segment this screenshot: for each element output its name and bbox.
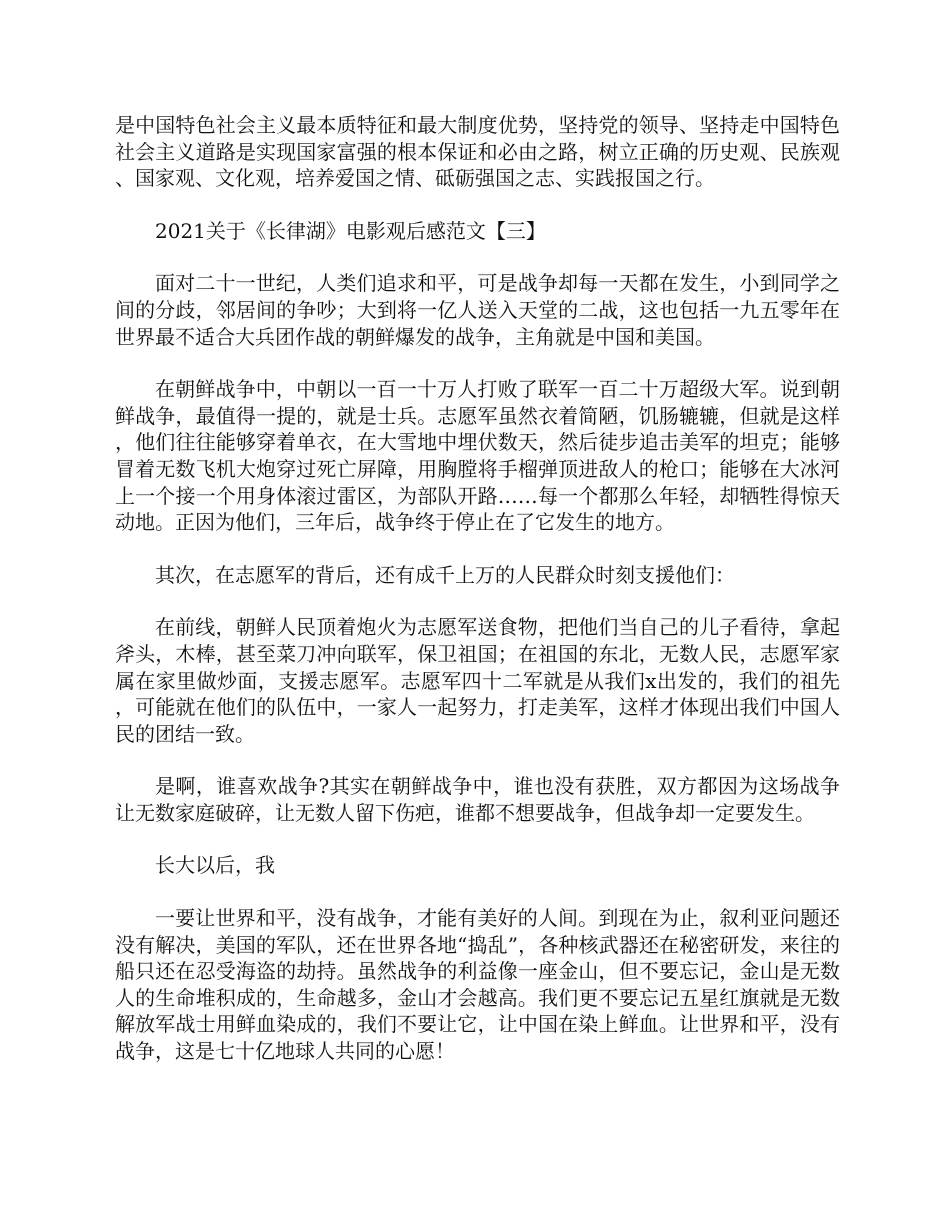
paragraph-8: 一要让世界和平，没有战争，才能有美好的人间。到现在为止，叙利亚问题还没有解决，美国的军队，还在世界各地“捣乱”，各种核武器还在秘密研发，来往的船只还在忍受海盗的劫持。虽然战争的利益像一座金山，但不要忘记，金山是无数人的生命堆积成的，生命越多，金山才会越高。我们更不要忘记五星红旗就是无数解放军战士用鲜血染成的，我们不要让它，让中国在染上鲜血。让世界和平，没有战争，这是七十亿地球人共同的心愿！ bbox=[115, 906, 840, 1064]
paragraph-1: 是中国特色社会主义最本质特征和最大制度优势，坚持党的领导、坚持走中国特色社会主义道路是实现国家富强的根本保证和必由之路，树立正确的历史观、民族观、国家观、文化观，培养爱国之情、砥砺强国之志、实践报国之行。 bbox=[115, 113, 840, 191]
paragraph-7: 长大以后，我 bbox=[155, 853, 275, 878]
paragraph-2: 面对二十一世纪，人类们追求和平，可是战争却每一天都在发生，小到同学之间的分歧，邻居间的争吵；大到将一亿人送入天堂的二战，这也包括一九五零年在世界最不适合大兵团作战的朝鲜爆发的战争，主角就是中国和美国。 bbox=[115, 271, 840, 349]
section-heading: 2021关于《长律湖》电影观后感范文【三】 bbox=[155, 218, 546, 243]
paragraph-4: 其次，在志愿军的背后，还有成千上万的人民群众时刻支援他们： bbox=[155, 562, 735, 587]
paragraph-5: 在前线，朝鲜人民顶着炮火为志愿军送食物，把他们当自己的儿子看待，拿起斧头，木棒，甚至菜刀冲向联军，保卫祖国；在祖国的东北，无数人民，志愿军家属在家里做炒面，支援志愿军。志愿军四十二军就是从我们x出发的，我们的祖先，可能就在他们的队伍中，一家人一起努力，打走美军，这样才体现出我们中国人民的团结一致。 bbox=[115, 615, 840, 746]
paragraph-3: 在朝鲜战争中，中朝以一百一十万人打败了联军一百二十万超级大军。说到朝鲜战争，最值得一提的，就是士兵。志愿军虽然衣着简陋，饥肠辘辘，但就是这样，他们往往能够穿着单衣，在大雪地中埋伏数天，然后徒步追击美军的坦克；能够冒着无数飞机大炮穿过死亡屏障，用胸膛将手榴弹顶进敌人的枪口；能够在大冰河上一个接一个用身体滚过雷区，为部队开路……每一个都那么年轻，却牺牲得惊天动地。正因为他们，三年后，战争终于停止在了它发生的地方。 bbox=[115, 377, 840, 535]
paragraph-6: 是啊，谁喜欢战争?其实在朝鲜战争中，谁也没有获胜，双方都因为这场战争让无数家庭破碎，让无数人留下伤疤，谁都不想要战争，但战争却一定要发生。 bbox=[115, 774, 840, 825]
document-page bbox=[115, 112, 840, 1091]
